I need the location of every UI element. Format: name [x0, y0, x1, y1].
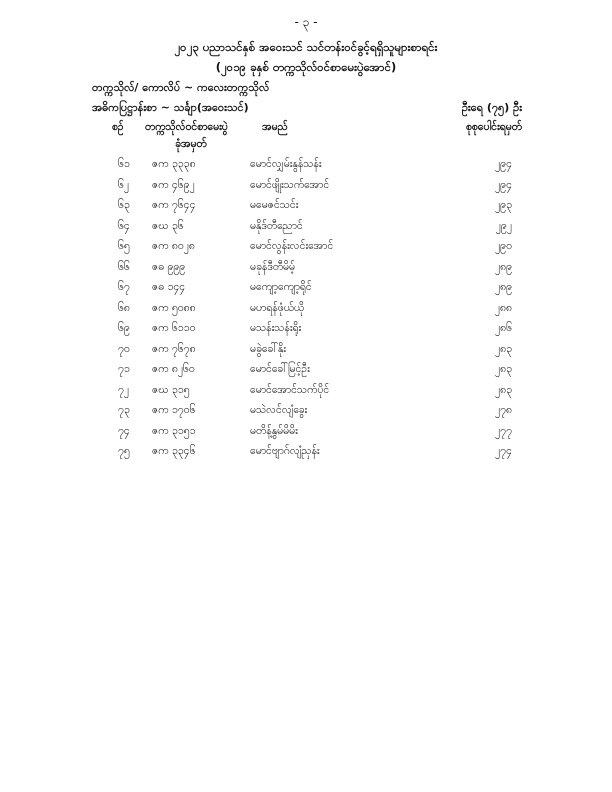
roll-number: ဇက ၆၁၁၀ [152, 322, 196, 334]
student-name: မောင်အောင်သက်ပိုင် [250, 383, 330, 396]
roll-number: ဇက ၈၀၂၈ [152, 240, 195, 252]
row-number: ၇၅ [118, 445, 130, 457]
total-marks: ၂၈၃ [494, 342, 512, 355]
row-number: ၆၉ [118, 322, 130, 334]
row-number: ၆၁ [118, 158, 130, 170]
total-marks: ၂၈၈ [494, 301, 512, 314]
roll-number: ဇဃ ၃၆ [152, 219, 184, 232]
major-subject-line: အဓိကပြဋ္ဌာန်းစာ ~ သင်္ချာ(အဝေးသင်) [92, 101, 249, 114]
student-name: မသဲလင်လျံခွေး [250, 404, 308, 416]
row-number: ၆၄ [118, 219, 130, 232]
student-name: မဟရန်ဖုံယ်ယို [250, 301, 305, 314]
total-marks: ၂၉၄ [495, 158, 512, 170]
student-name: မကျော့ကျော့ရိုင် [250, 281, 312, 293]
table-row [0, 199, 612, 220]
roll-number: ဇက ၃၃၃၈ [152, 158, 196, 170]
student-name: မောင်ခေါ်မြင့်ဦး [250, 363, 310, 375]
table-row [0, 363, 612, 384]
table-row [0, 445, 612, 466]
student-name: မောင်လျှမ်းနွန်သန်း [250, 158, 322, 170]
table-row [0, 240, 612, 261]
roll-number: ဇက ၇၆၇၈ [152, 342, 196, 355]
student-name: မခွဲခေါ်နိုး [250, 342, 286, 355]
table-row [0, 261, 612, 282]
row-number: ၇၁ [118, 363, 130, 375]
student-name: မောင်ဖျိုးသက်အောင် [250, 178, 330, 191]
total-marks: ၂၉၂ [495, 219, 512, 232]
page-number: - ၃ - [294, 15, 318, 29]
student-name: မသန်းသန်းရိုး [250, 322, 302, 334]
total-marks: ၂၈၃ [494, 363, 512, 375]
roll-number: ဇက ၃၁၅၁ [152, 424, 196, 437]
student-name: မောင်ဗျာဂ်လျံညှန်း [250, 445, 320, 457]
row-number: ၇၃ [118, 404, 130, 416]
total-marks: ၂၉၀ [495, 240, 512, 252]
row-number: ၆၅ [118, 240, 130, 252]
table-row [0, 322, 612, 343]
table-row [0, 404, 612, 425]
roll-number: ဇက ၃၃၄၆ [152, 445, 196, 457]
roll-number: ဇက ၅၀၈၈ [152, 301, 196, 314]
total-marks: ၂၈၉ [494, 281, 512, 293]
total-marks: ၂၈၆ [494, 322, 512, 334]
roll-number: ဇဓ ၁၄၄ [152, 281, 186, 293]
roll-number: ဇက ၁၇၀၆ [152, 404, 196, 416]
total-marks: ၂၉၄ [495, 178, 512, 191]
row-number: ၆၈ [118, 301, 130, 314]
table-row [0, 343, 612, 364]
table-row [0, 158, 612, 179]
document-title: ၂၀၂၃ ပညာသင်နှစ် အဝေးသင် သင်တန်းဝင်ခွင့်ရရှိသူများစာရင်း [174, 40, 438, 54]
university-line: တက္ကသိုလ်/ ကောလိပ် ~ ကလေးတက္ကသိုလ် [92, 81, 270, 94]
student-name: မခုန်ဒီတီမိမ့် [250, 260, 296, 273]
column-header-roll: တက္ကသိုလ်ဝင်စာမေးပွဲ [145, 121, 228, 133]
total-marks: ၂၈၉ [494, 260, 512, 273]
total-marks: ၂၇၇ [495, 424, 512, 437]
document-subtitle: (၂၀၁၉ ခုနှစ် တက္ကသိုလ်ဝင်စာမေးပွဲအောင်) [215, 60, 397, 74]
total-marks: ၂၉၃ [495, 199, 512, 211]
roll-number: ဇက ၈၂၆၀ [152, 363, 195, 375]
table-row [0, 384, 612, 405]
student-name: မတိန့်နွမ်မိမိး [250, 424, 298, 437]
table-row [0, 220, 612, 241]
table-row [0, 281, 612, 302]
results-table [0, 158, 612, 466]
student-name: မနိုဒ်တီညောင် [250, 219, 303, 232]
total-count: ဦးရေ (၇၅) ဦး [461, 101, 522, 114]
roll-number: ဇက ၇၆၄၄ [152, 199, 196, 211]
row-number: ၆၆ [118, 260, 130, 273]
roll-number: ဇက ၄၆၉၂ [152, 178, 195, 191]
table-row [0, 425, 612, 446]
table-row [0, 179, 612, 200]
column-header-roll-line2: ခုံအမှတ် [175, 138, 207, 150]
total-marks: ၂၇၈ [494, 404, 512, 416]
student-name: မောင်လွန်းလင်းအောင် [250, 240, 334, 252]
row-number: ၆၇ [118, 281, 130, 293]
student-name: မမေဇင်သင်း [250, 199, 299, 211]
roll-number: ဇဓ ၉၉၉ [152, 260, 186, 273]
column-header-no: စဉ် [112, 121, 124, 133]
roll-number: ဇဃ ၃၁၅ [152, 383, 190, 396]
table-row [0, 302, 612, 323]
row-number: ၆၃ [118, 199, 130, 211]
column-header-marks: စုစုပေါင်းရမှတ် [465, 121, 522, 133]
total-marks: ၂၇၄ [495, 445, 512, 457]
row-number: ၇၀ [118, 342, 130, 355]
column-header-name: အမည် [262, 121, 288, 133]
row-number: ၇၂ [118, 383, 130, 396]
total-marks: ၂၈၃ [494, 383, 512, 396]
row-number: ၇၄ [118, 424, 130, 437]
row-number: ၆၂ [118, 178, 130, 191]
